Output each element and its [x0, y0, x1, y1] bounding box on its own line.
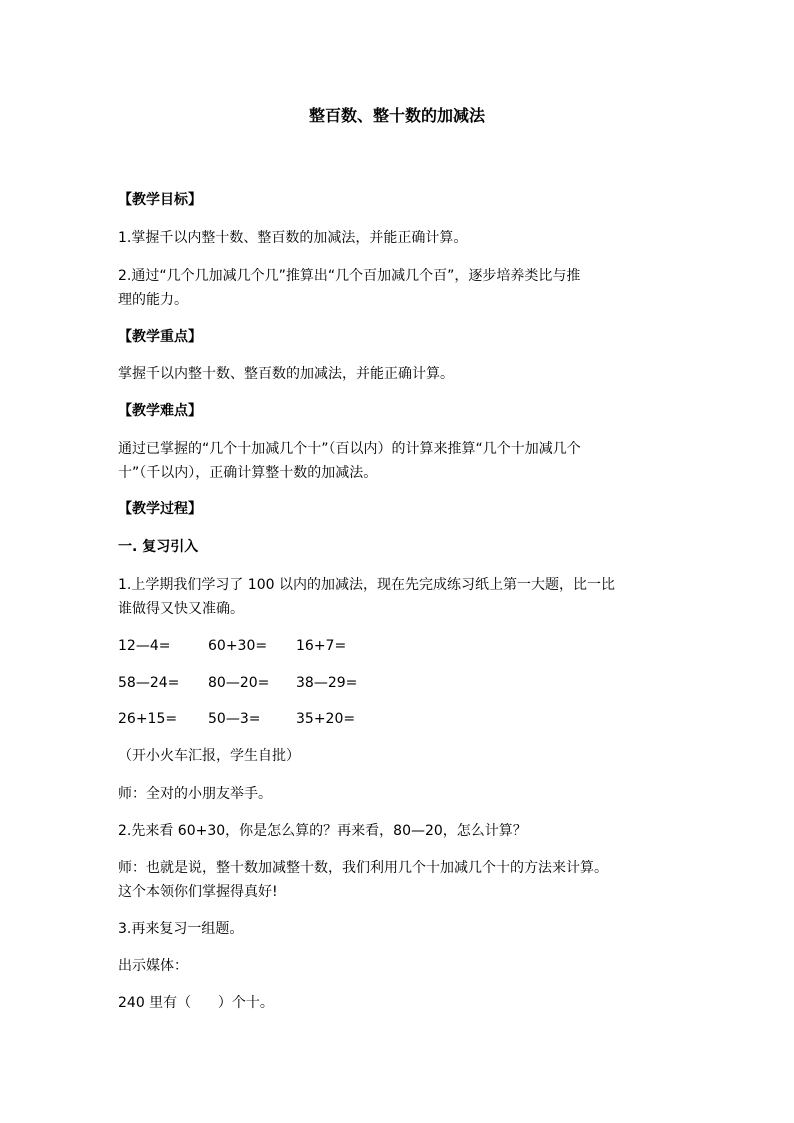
exercise-item: 16+7= [296, 638, 347, 654]
exercise-item: 50—3= [208, 711, 261, 727]
step-2: 2.先来看 60+30，你是怎么算的？再来看，80—20，怎么计算？ [118, 823, 527, 839]
exercise-row [118, 705, 688, 733]
part-1-heading: 一. 复习引入 [118, 539, 199, 555]
exercise-item: 12—4= [118, 638, 171, 654]
process-heading: 【教学过程】 [118, 501, 202, 517]
exercise-row [118, 632, 688, 660]
exercise-item: 26+15= [118, 711, 178, 727]
document-title: 整百数、整十数的加减法 [308, 106, 485, 125]
media-label: 出示媒体： [118, 958, 188, 974]
exercise-item: 35+20= [296, 711, 356, 727]
goal-2-line-2: 理的能力。 [118, 292, 188, 308]
difficulties-line-1: 通过已掌握的“几个十加减几个十”（百以内）的计算来推算“几个十加减几个 [118, 441, 581, 457]
difficulties-line-2: 十”（千以内），正确计算整十数的加减法。 [118, 465, 378, 481]
exercise-item: 38—29= [296, 675, 358, 691]
key-points-text: 掌握千以内整十数、整百数的加减法，并能正确计算。 [118, 366, 454, 382]
question-240: 240 里有（ ）个十。 [118, 995, 274, 1011]
step-1-line-1: 1.上学期我们学习了 100 以内的加减法，现在先完成练习纸上第一大题，比一比 [118, 577, 615, 593]
exercise-item: 60+30= [208, 638, 268, 654]
teacher-line-2b: 这个本领你们掌握得真好! [118, 884, 278, 900]
goals-heading: 【教学目标】 [118, 192, 202, 208]
exercise-item: 80—20= [208, 675, 270, 691]
teacher-line-1: 师：全对的小朋友举手。 [118, 786, 272, 802]
step-1-line-2: 谁做得又快又准确。 [118, 601, 244, 617]
train-report-note: （开小火车汇报，学生自批） [118, 748, 300, 764]
step-3: 3.再来复习一组题。 [118, 921, 244, 937]
exercise-item: 58—24= [118, 675, 180, 691]
exercise-row [118, 669, 688, 697]
goal-1: 1.掌握千以内整十数、整百数的加减法，并能正确计算。 [118, 230, 468, 246]
key-points-heading: 【教学重点】 [118, 329, 202, 345]
difficulties-heading: 【教学难点】 [118, 403, 202, 419]
teacher-line-2a: 师：也就是说，整十数加减整十数，我们利用几个十加减几个十的方法来计算。 [118, 860, 608, 876]
goal-2-line-1: 2.通过“几个几加减几个几”推算出“几个百加减几个百”，逐步培养类比与推 [118, 268, 581, 284]
